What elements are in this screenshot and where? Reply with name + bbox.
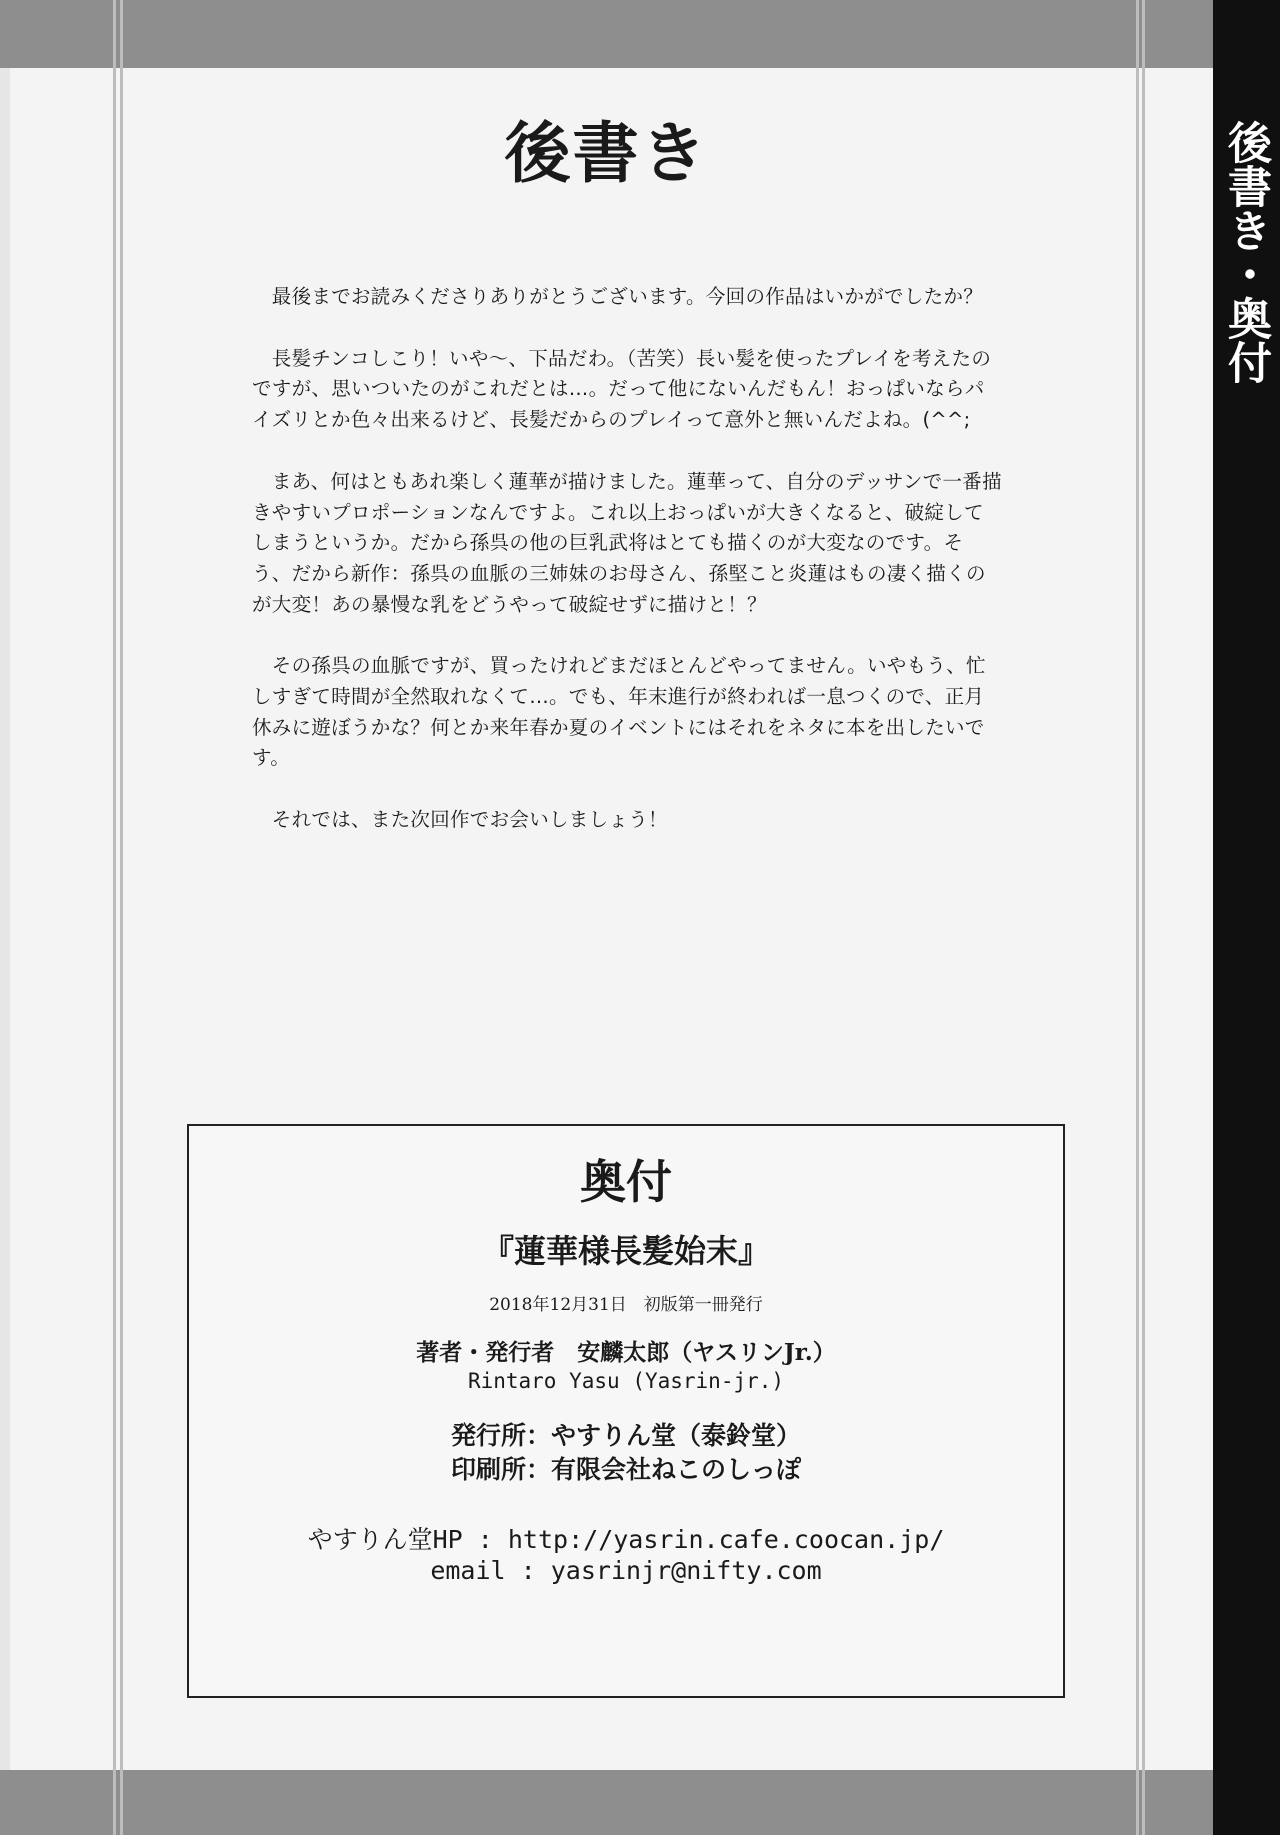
book-title: 『蓮華様長髪始末』 [481, 1232, 770, 1270]
guide-line-right-inner [1136, 0, 1139, 1835]
author-romaji: Rintaro Yasu (Yasrin-jr.) [467, 1369, 785, 1393]
top-scan-band [0, 0, 1213, 68]
email-line: email : yasrinjr@nifty.com [430, 1556, 822, 1585]
author-line: 著者・発行者 安麟太郎（ヤスリンJr.） [416, 1339, 836, 1366]
page-left-edge [0, 68, 10, 1770]
afterword-heading: 後書き [504, 115, 709, 192]
homepage-line: やすりん堂HP : http://yasrin.cafe.coocan.jp/ [307, 1525, 945, 1554]
guide-line-left-outer [113, 0, 116, 1835]
afterword-body [252, 282, 1002, 867]
publication-date: 2018年12月31日 初版第一冊発行 [489, 1295, 763, 1315]
afterword-paragraph: 長髪チンコしこり！いや〜、下品だわ。（苦笑）長い髪を使ったプレイを考えたのですが、思いついたのがこれだとは…。だって他にないんだもん！おっぱいならパイズリとか色々出来るけど、長髪だからのプレイって意外と無いんだよね。(^^; [252, 346, 992, 432]
afterword-paragraph: まあ、何はともあれ楽しく蓮華が描けました。蓮華って、自分のデッサンで一番描きやすいプロポーションなんですよ。これ以上おっぱいが大きくなると、破綻してしまうというか。だから孫呉の他の巨乳武将はとても描くのが大変なのです。そう、だから新作：孫呉の血脈の三姉妹のお母さん、孫堅こと炎蓮はもの凄く描くのが大変！あの暴慢な乳をどうやって破綻せずに描けと！？ [252, 469, 1002, 616]
printer-line: 印刷所：有限会社ねこのしっぽ [450, 1455, 801, 1484]
publisher-line: 発行所：やすりん堂（泰鈴堂） [450, 1421, 801, 1450]
colophon-heading: 奥付 [580, 1155, 672, 1209]
guide-line-right-outer [1142, 0, 1145, 1835]
colophon-box [187, 1124, 1065, 1698]
bottom-scan-band [0, 1770, 1213, 1835]
side-tab-label: 後書き・奥付 [1220, 120, 1271, 384]
afterword-paragraph: 最後までお読みくださりありがとうございます。今回の作品はいかがでしたか？ [252, 285, 984, 308]
guide-line-left-inner [120, 0, 123, 1835]
afterword-paragraph: それでは、また次回作でお会いしましょう！ [252, 808, 668, 832]
afterword-paragraph: その孫呉の血脈ですが、買ったけれどまだほとんどやってません。いやもう、忙しすぎて時間が全然取れなくて…。でも、年末進行が終われば一息つくので、正月休みに遊ぼうかな？何とか来年春か夏のイベントにはそれをネタに本を出したいです。 [252, 654, 986, 770]
